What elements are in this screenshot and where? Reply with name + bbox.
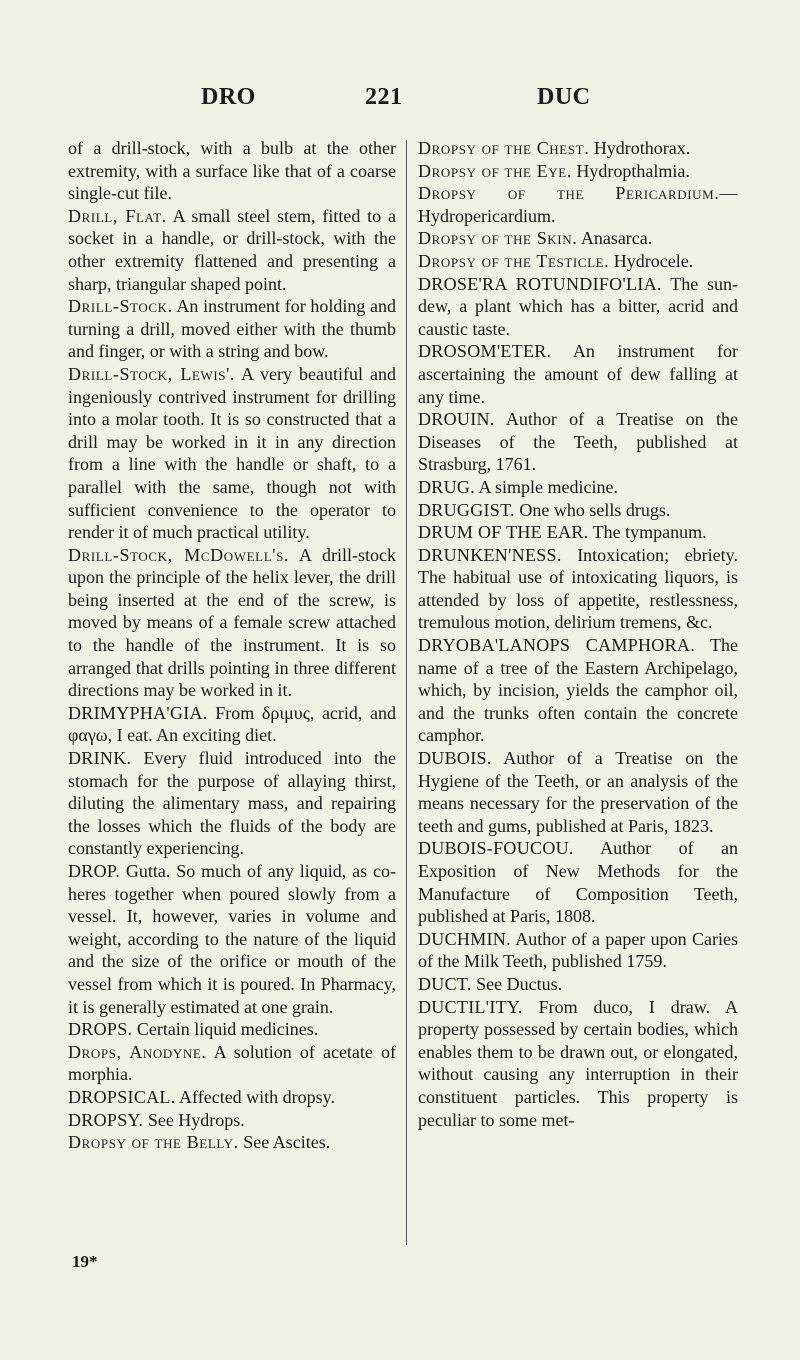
entry-headword: DRINK. — [68, 748, 132, 769]
entry-headword: DUCT. — [418, 973, 472, 994]
entry-headword: DRIMYPHA'GIA. — [68, 702, 208, 723]
dictionary-entry — [418, 973, 738, 996]
dictionary-entry — [418, 340, 738, 408]
dictionary-entry — [418, 137, 738, 160]
dictionary-entry — [418, 928, 738, 973]
entry-definition: A solution of acetate of morphia. — [68, 1041, 397, 1085]
dictionary-entry — [68, 363, 396, 544]
entry-definition: The tympanum. — [592, 522, 707, 543]
entry-headword: Dropsy of the Eye. — [418, 160, 572, 181]
entry-definition: An instrument for ascertaining the amount of dew falling at any time. — [418, 341, 738, 407]
dictionary-entry — [418, 182, 738, 227]
entry-definition: The name of a tree of the Eastern Archipelago, which, by incision, yields the camphor oil, and the trunks often contain the concrete camphor. — [418, 635, 738, 746]
entry-headword: Dropsy of the Skin. — [418, 228, 578, 249]
entry-definition: Intoxication; ebriety. The habitual use of intoxicating liquors, is attended by loss of appetite, restlessness, tremulous motion, delirium tremens, &c. — [418, 544, 738, 633]
entry-definition: See Ascites. — [243, 1132, 331, 1153]
entry-definition: A small steel stem, fitted to a socket in a handle, or drill-stock, with the other extremity flattened and presenting a sharp, triangular shaped point. — [68, 205, 396, 294]
entry-headword: Dropsy of the Chest. — [418, 138, 590, 158]
header-right-guide-word: DUC — [537, 84, 591, 110]
entry-definition: The sun-dew, a plant which has a bitter, acrid and caustic taste. — [418, 273, 738, 339]
entry-headword: DRUM OF THE EAR. — [418, 522, 589, 543]
dictionary-entry — [418, 747, 738, 837]
dictionary-entry — [68, 860, 396, 1018]
entry-definition: Affected with dropsy. — [179, 1086, 336, 1107]
dictionary-entry — [68, 1018, 396, 1041]
entry-headword: Dropsy of the Pericardium.— — [418, 183, 738, 204]
entry-headword: DROPSICAL. — [68, 1086, 176, 1107]
entry-headword: DROP. — [68, 861, 121, 881]
left-column — [68, 137, 396, 1154]
dictionary-entry — [68, 747, 396, 860]
entry-headword: Dropsy of the Testicle. — [418, 250, 610, 271]
entry-headword: DRYOBA'LANOPS CAMPHORA. — [418, 635, 696, 656]
entry-definition: One who sells drugs. — [519, 499, 671, 520]
entry-definition: Hydrothorax. — [593, 138, 691, 158]
dictionary-entry — [68, 205, 396, 295]
entry-headword: Drill-Stock, Lewis'. — [68, 363, 236, 384]
running-header — [0, 84, 800, 118]
dictionary-entry — [418, 544, 738, 634]
entry-definition: Hydrocele. — [613, 250, 694, 271]
entry-definition: Author of an Exposition of New Methods for the Manufacture of Composition Teeth, published at Paris, 1808. — [418, 838, 738, 927]
dictionary-entry — [68, 1131, 396, 1154]
entry-headword: DRUG. — [418, 476, 476, 497]
entry-definition: An instrument for holding and turning a drill, moved either with the thumb and finger, or with a string and bow. — [68, 296, 396, 362]
entry-definition: See Ductus. — [476, 973, 563, 994]
entry-headword: DROPS. — [68, 1019, 133, 1040]
right-column — [418, 137, 738, 1131]
header-left-guide-word: DRO — [201, 84, 256, 110]
entry-definition: Every fluid introduced into the stomach for the purpose of allaying thirst, diluting the alimentary mass, and repairing the losses which the fluids of the body are constantly experiencing. — [68, 748, 396, 859]
entry-definition: Hydropthalmia. — [576, 160, 690, 181]
entry-definition: See Hydrops. — [147, 1109, 245, 1130]
entry-headword: Drill-Stock, McDowell's. — [68, 544, 290, 565]
entry-headword: Drill, Flat. — [68, 205, 167, 226]
entry-headword: DUBOIS. — [418, 748, 492, 769]
entry-definition: Author of a Treatise on the Hygiene of the Teeth, or an analysis of the means necessary for the preservation of the teeth and gums, published at Paris, 1823. — [418, 748, 738, 836]
entry-definition: Hydropericardium. — [418, 205, 556, 226]
entry-definition: From duco, I draw. A property possessed by certain bodies, which enables them to be drawn out, or elongated, without causing any interruption in their constituent particles. This property is peculiar to some met- — [418, 996, 739, 1130]
dictionary-entry — [418, 273, 738, 341]
dictionary-entry — [418, 521, 738, 544]
dictionary-entry — [68, 544, 396, 702]
dictionary-entry — [68, 137, 396, 205]
dictionary-entry — [418, 996, 738, 1132]
entry-headword: DUCHMIN. — [418, 928, 511, 949]
entry-headword: DROUIN. — [418, 409, 495, 430]
entry-definition: From δριμυς, acrid, and φαγω, I eat. An exciting diet. — [68, 702, 396, 746]
entry-definition: A drill-stock upon the principle of the helix lever, the drill being inserted at the end of the screw, is moved by means of a female screw attached to the handle of the instrument. It is so arranged that drills pointing in three different directions may be worked in it. — [68, 544, 396, 701]
entry-definition: Author of a Treatise on the Diseases of the Teeth, published at Strasburg, 1761. — [418, 409, 738, 475]
dictionary-entry — [68, 1109, 396, 1132]
entry-headword: DROPSY. — [68, 1109, 144, 1130]
entry-headword: Dropsy of the Belly. — [68, 1132, 239, 1153]
entry-definition: A very beautiful and ingeniously contrived instrument for drilling into a molar tooth. It is so constructed that a drill may be worked in it in any direction from a line with the handle or shaft, to a parallel with the same, though not with sufficient convenience to the operator to render it of much practical utility. — [68, 363, 396, 543]
dictionary-entry — [68, 702, 396, 747]
entry-headword: Drops, Anodyne. — [68, 1041, 207, 1062]
entry-headword: DUCTIL'ITY. — [418, 996, 523, 1017]
entry-definition: A simple medicine. — [478, 476, 619, 497]
entry-definition: Author of a paper upon Caries of the Milk Teeth, published 1759. — [418, 928, 738, 972]
dictionary-entry — [68, 1041, 396, 1086]
dictionary-entry — [418, 837, 738, 927]
entry-definition: Certain liquid medicines. — [136, 1019, 319, 1040]
entry-headword: Drill-Stock. — [68, 296, 173, 317]
entry-headword: DRUNKEN'NESS. — [418, 544, 562, 565]
dictionary-entry — [418, 408, 738, 476]
entry-headword: DROSE'RA ROTUNDIFO'LIA. — [418, 273, 662, 294]
entry-headword: DROSOM'ETER. — [418, 341, 552, 362]
signature-mark: 19* — [72, 1252, 98, 1271]
entry-definition: Anasarca. — [580, 228, 653, 249]
dictionary-entry — [418, 499, 738, 522]
dictionary-entry — [418, 227, 738, 250]
entry-headword: DUBOIS-FOUCOU. — [418, 838, 574, 859]
entry-definition: Gutta. So much of any liquid, as co-heres together when poured slowly from a vessel. It, however, varies in volume and weight, according to the nature of the liquid and the size of the orifice or mouth of the vessel from which it is poured. In Pharmacy, it is generally estimated at one grain. — [68, 861, 396, 1017]
dictionary-entry — [68, 1086, 396, 1109]
dictionary-entry — [418, 160, 738, 183]
entry-definition: of a drill-stock, with a bulb at the other extremity, with a surface like that of a coarse single-cut file. — [68, 138, 396, 204]
page-number: 221 — [365, 84, 403, 110]
dictionary-entry — [68, 295, 396, 363]
dictionary-entry — [418, 634, 738, 747]
dictionary-entry — [418, 476, 738, 499]
dictionary-entry — [418, 250, 738, 273]
entry-headword: DRUGGIST. — [418, 499, 515, 520]
column-divider — [406, 140, 407, 1245]
